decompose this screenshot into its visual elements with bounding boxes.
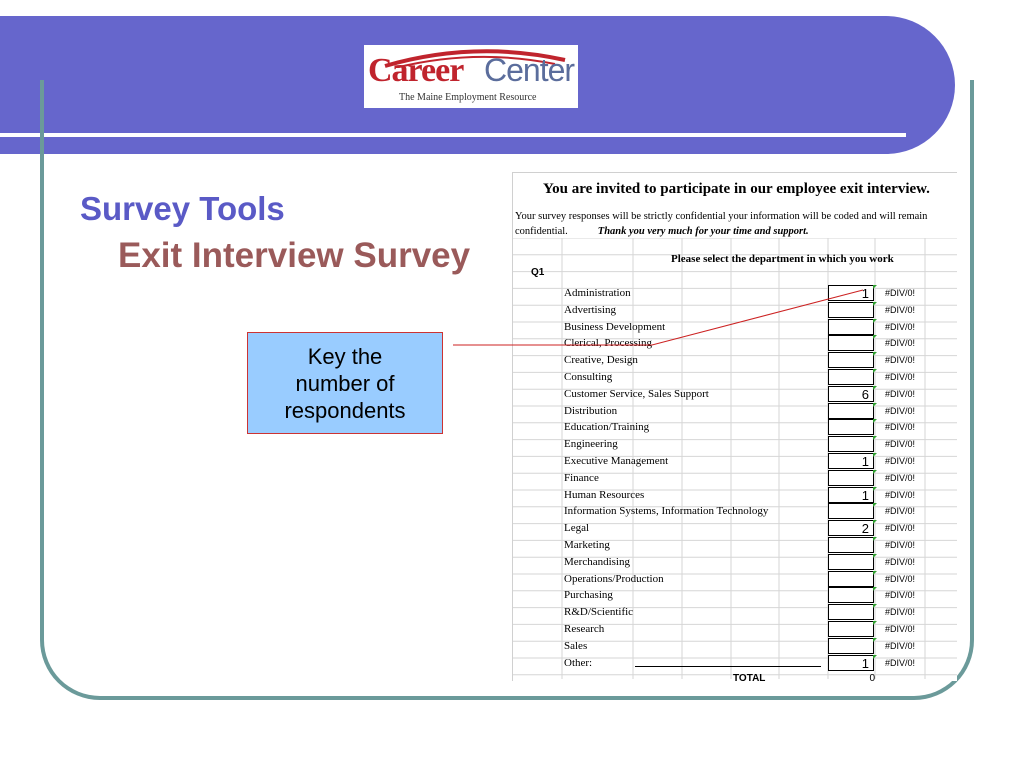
department-name: Human Resources: [564, 488, 645, 501]
department-name: Merchandising: [564, 555, 630, 568]
table-row: [513, 453, 957, 470]
table-row: [513, 587, 957, 604]
table-row: [513, 621, 957, 638]
table-row: [513, 436, 957, 453]
department-name: Operations/Production: [564, 572, 664, 585]
percentage-cell: #DIV/0!: [885, 422, 916, 433]
department-name: Administration: [564, 287, 631, 299]
department-name: Advertising: [564, 303, 616, 316]
department-name: Creative, Design: [564, 354, 638, 367]
table-row: [513, 470, 957, 487]
table-row: [513, 419, 957, 436]
callout-box: [247, 332, 443, 434]
department-name: Distribution: [564, 404, 618, 417]
respondent-count-cell[interactable]: [828, 537, 874, 553]
table-row: [513, 520, 957, 537]
percentage-cell: #DIV/0!: [885, 304, 916, 315]
percentage-cell: #DIV/0!: [885, 590, 916, 601]
table-row: [513, 503, 957, 520]
table-row: [513, 487, 957, 504]
department-name: Other:: [564, 656, 593, 669]
other-write-in-line[interactable]: [635, 666, 821, 667]
percentage-cell: #DIV/0!: [885, 657, 916, 668]
department-name: Legal: [564, 522, 590, 535]
respondent-count-cell[interactable]: [828, 403, 874, 419]
department-name: Information Systems, Information Technology: [564, 505, 769, 518]
percentage-cell: #DIV/0!: [885, 640, 916, 651]
thanks-note: Thank you very much for your time and support.: [597, 226, 809, 237]
table-row: [513, 554, 957, 571]
percentage-cell: #DIV/0!: [885, 556, 916, 567]
respondent-count-cell[interactable]: 2: [828, 520, 874, 536]
table-row: [513, 604, 957, 621]
logo-word-center: Center: [484, 52, 575, 88]
total-row: [513, 671, 957, 688]
department-name: Purchasing: [564, 589, 613, 602]
percentage-cell: #DIV/0!: [885, 472, 916, 483]
confidential-note: Your survey responses will be strictly confidential your information will be coded and will remain confidential.: [515, 211, 928, 237]
slide-title: Survey Tools: [80, 190, 285, 227]
survey-spreadsheet: [512, 172, 957, 685]
total-label: TOTAL: [733, 673, 766, 685]
department-name: Customer Service, Sales Support: [564, 387, 709, 400]
percentage-cell: #DIV/0!: [885, 388, 916, 399]
department-name: Marketing: [564, 539, 610, 551]
logo-tagline: The Maine Employment Resource: [399, 92, 537, 103]
percentage-cell: #DIV/0!: [885, 321, 916, 332]
percentage-cell: #DIV/0!: [885, 540, 916, 550]
department-name: Finance: [564, 471, 599, 484]
respondent-count-cell[interactable]: [828, 554, 874, 570]
department-prompt: Please select the department in which you work: [671, 253, 894, 265]
logo-word-career: Career: [368, 52, 464, 89]
slide-subtitle: Exit Interview Survey: [118, 236, 471, 275]
table-row: [513, 571, 957, 588]
table-row: [513, 403, 957, 420]
percentage-cell: #DIV/0!: [885, 489, 916, 500]
table-row: [513, 319, 957, 336]
percentage-cell: #DIV/0!: [885, 573, 916, 584]
table-row: [513, 285, 957, 302]
respondent-count-cell[interactable]: [828, 470, 874, 486]
sheet-title: You are invited to participate in our employee exit interview.: [543, 181, 930, 197]
respondent-count-cell[interactable]: [828, 503, 874, 519]
percentage-cell: #DIV/0!: [885, 506, 916, 517]
respondent-count-cell[interactable]: [828, 319, 874, 335]
respondent-count-cell[interactable]: [828, 352, 874, 368]
percentage-cell: #DIV/0!: [885, 372, 916, 382]
table-row: [513, 302, 957, 319]
table-row: [513, 386, 957, 403]
table-row: [513, 537, 957, 554]
respondent-count-cell[interactable]: [828, 638, 874, 654]
department-name: Executive Management: [564, 455, 669, 467]
respondent-count-cell[interactable]: [828, 436, 874, 452]
department-name: Clerical, Processing: [564, 337, 652, 350]
respondent-count-cell[interactable]: [828, 571, 874, 587]
respondent-count-cell[interactable]: 1: [828, 487, 874, 503]
respondent-count-cell[interactable]: [828, 587, 874, 603]
percentage-cell: #DIV/0!: [885, 338, 916, 349]
question-label: Q1: [531, 267, 545, 278]
department-name: Research: [564, 623, 605, 635]
percentage-cell: #DIV/0!: [885, 439, 916, 450]
percentage-cell: #DIV/0!: [885, 607, 916, 618]
table-row: [513, 638, 957, 655]
respondent-count-cell[interactable]: [828, 302, 874, 318]
table-row: [513, 352, 957, 369]
respondent-count-cell[interactable]: [828, 604, 874, 620]
percentage-cell: #DIV/0!: [885, 523, 916, 534]
respondent-count-cell[interactable]: [828, 419, 874, 435]
table-row: [513, 655, 957, 672]
department-name: Consulting: [564, 371, 613, 383]
percentage-cell: #DIV/0!: [885, 288, 916, 298]
percentage-cell: #DIV/0!: [885, 624, 916, 634]
percentage-cell: #DIV/0!: [885, 405, 916, 416]
department-name: Business Development: [564, 320, 666, 333]
percentage-cell: #DIV/0!: [885, 456, 916, 466]
respondent-count-cell[interactable]: [828, 369, 874, 385]
callout-text: Key the number of respondents: [284, 343, 406, 423]
sheet-note: [515, 209, 960, 239]
department-name: R&D/Scientific: [564, 606, 634, 619]
respondent-count-cell[interactable]: [828, 621, 874, 637]
respondent-count-cell[interactable]: 6: [828, 386, 874, 402]
department-name: Education/Training: [564, 421, 650, 434]
total-value: 0: [869, 673, 875, 685]
respondent-count-cell[interactable]: 1: [828, 655, 874, 671]
percentage-cell: #DIV/0!: [885, 355, 916, 366]
department-name: Sales: [564, 639, 588, 652]
department-name: Engineering: [564, 438, 618, 451]
respondent-count-cell[interactable]: [828, 335, 874, 351]
table-row: [513, 335, 957, 352]
respondent-count-cell[interactable]: 1: [828, 285, 874, 301]
table-row: [513, 369, 957, 386]
respondent-count-cell[interactable]: 1: [828, 453, 874, 469]
